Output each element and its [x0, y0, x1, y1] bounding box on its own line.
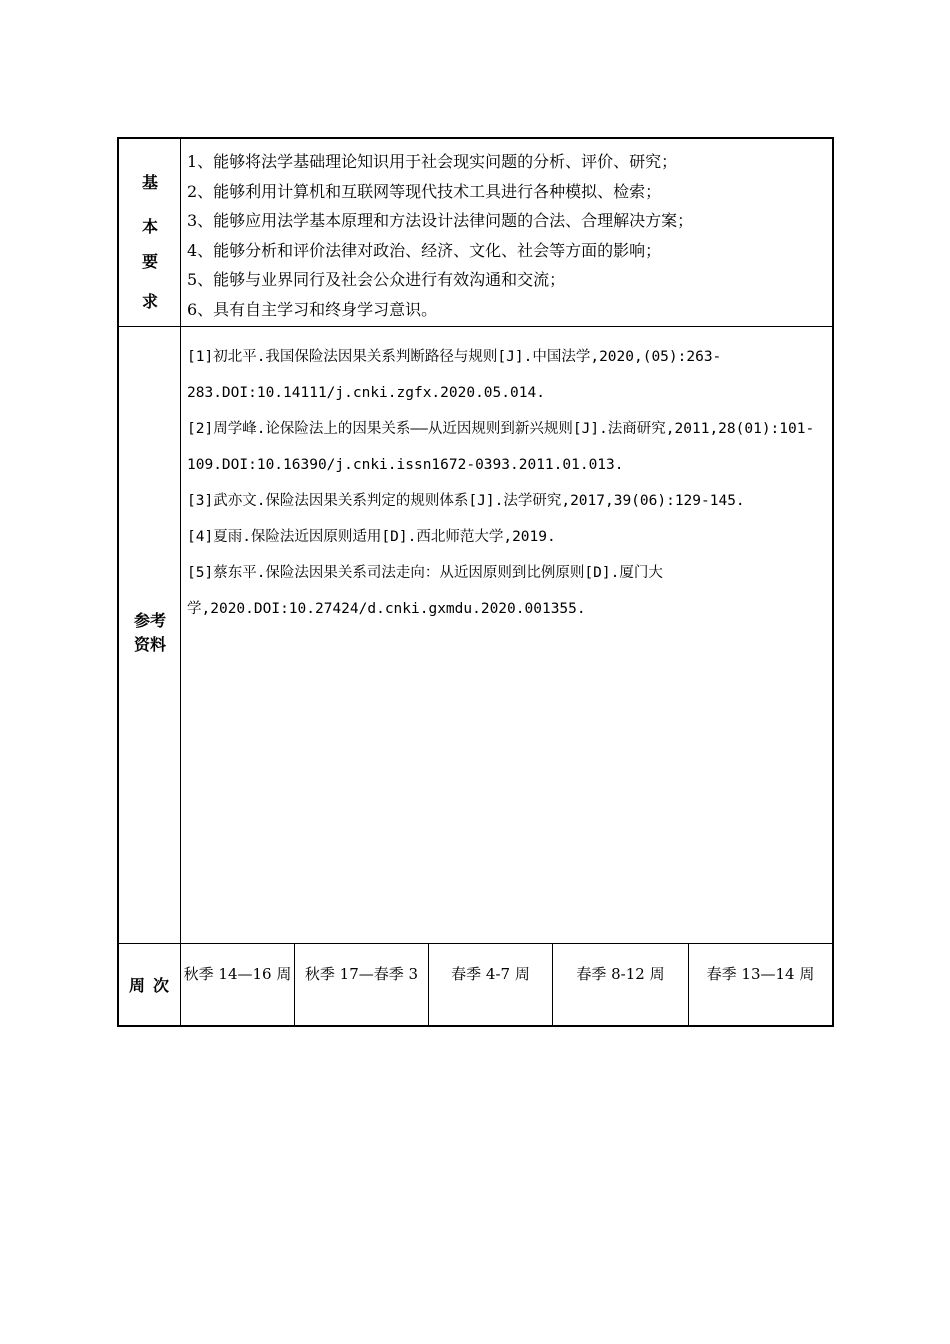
references-list: [187, 339, 826, 627]
requirement-item: 1、能够将法学基础理论知识用于社会现实问题的分析、评价、研究；: [187, 152, 678, 171]
schedule-row: [119, 944, 832, 1027]
requirement-item: 2、能够利用计算机和互联网等现代技术工具进行各种模拟、检索；: [187, 181, 662, 201]
requirements-label-char: 求: [141, 292, 158, 311]
requirements-list: [187, 147, 828, 324]
references-row: [119, 327, 832, 944]
schedule-week-cell: 春季 13—14 周: [706, 965, 815, 983]
requirements-label-char: 要: [141, 252, 158, 271]
requirements-row: [119, 139, 832, 327]
reference-item: [5]蔡东平.保险法因果关系司法走向：从近因原则到比例原则[D].厦门大学,2020.DOI:10.27424/d.cnki.gxmdu.2020.001355.: [187, 565, 663, 617]
schedule-week-cell: 春季 4-7 周: [429, 944, 553, 1027]
references-label-cell: [119, 327, 181, 943]
references-label: [119, 609, 181, 657]
schedule-content-cell: [181, 944, 832, 1027]
references-label-line: 资料: [133, 635, 166, 654]
schedule-label-cell: [119, 944, 181, 1027]
schedule-week-cell: 秋季 14—16 周: [181, 944, 295, 1027]
reference-item: [2]周学峰.论保险法上的因果关系——从近因规则到新兴规则[J].法商研究,2011,28(01):101-109.DOI:10.16390/j.cnki.issn1672-0393.2011.01.013.: [187, 421, 815, 473]
requirement-item: 5、能够与业界同行及社会公众进行有效沟通和交流；: [187, 270, 566, 289]
schedule-week-cell: 春季 8-12 周: [553, 944, 689, 1027]
schedule-label: 周次: [128, 976, 177, 995]
requirements-label-char: 基: [141, 173, 158, 192]
reference-item: [3]武亦文.保险法因果关系判定的规则体系[J].法学研究,2017,39(06):129-145.: [187, 493, 745, 509]
syllabus-table: [117, 137, 834, 1027]
requirements-content-cell: [181, 139, 832, 326]
requirement-item: 6、具有自主学习和终身学习意识。: [187, 299, 438, 319]
reference-item: [1]初北平.我国保险法因果关系判断路径与规则[J].中国法学,2020,(05):263-283.DOI:10.14111/j.cnki.zgfx.2020.05.014.: [187, 349, 722, 401]
requirements-label-cell: [119, 139, 181, 326]
schedule-week-cell: 秋季 17—春季 3: [295, 944, 429, 1027]
reference-item: [4]夏雨.保险法近因原则适用[D].西北师范大学,2019.: [187, 529, 556, 545]
references-content-cell: [181, 327, 832, 943]
requirement-item: 4、能够分析和评价法律对政治、经济、文化、社会等方面的影响；: [187, 240, 662, 260]
references-label-line: 参考: [133, 611, 166, 630]
requirement-item: 3、能够应用法学基本原理和方法设计法律问题的合法、合理解决方案；: [187, 211, 694, 230]
requirements-label-char: 本: [141, 217, 158, 236]
